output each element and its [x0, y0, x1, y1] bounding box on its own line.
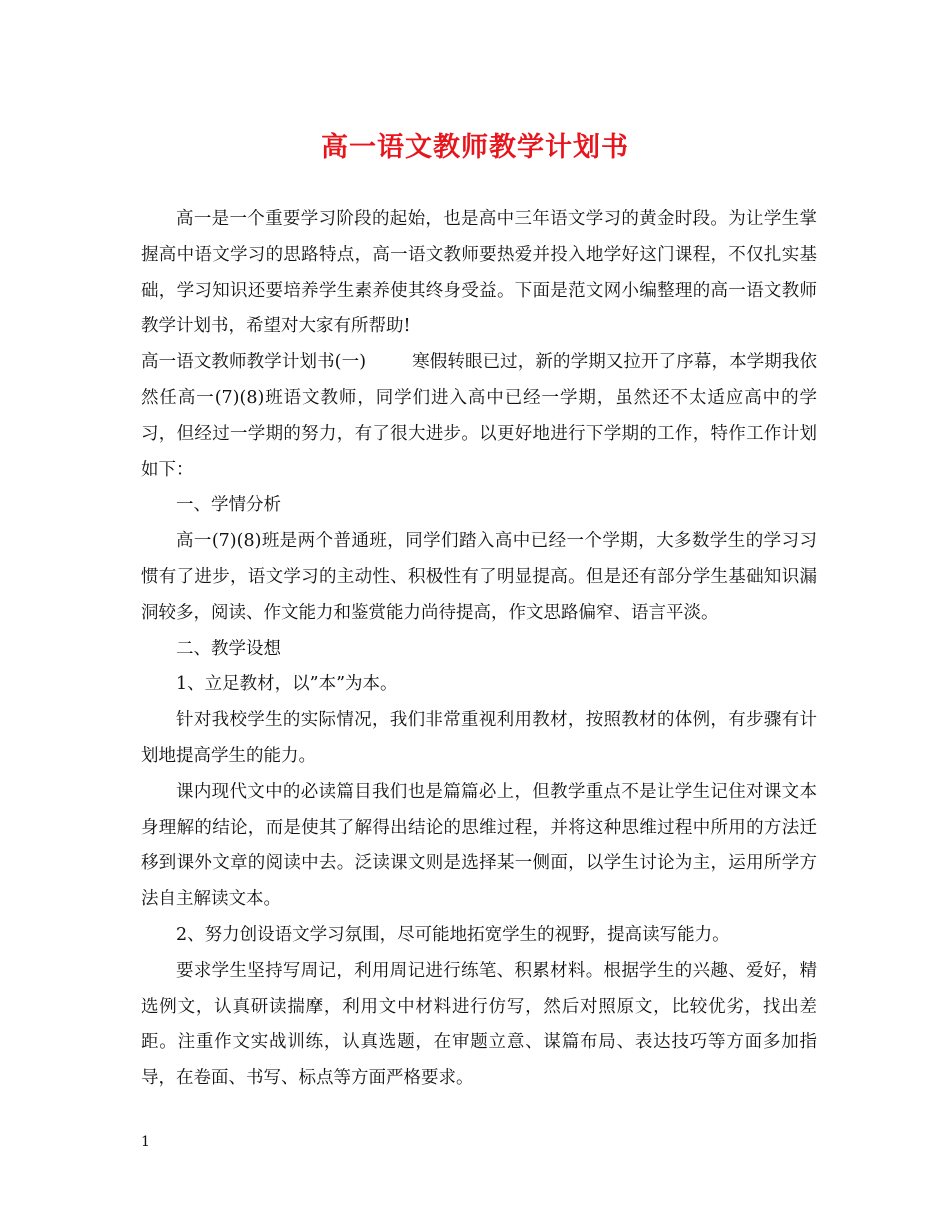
- document-body: [141, 202, 817, 1097]
- document-title: 高一语文教师教学计划书: [321, 132, 629, 163]
- paragraph-writing: 要求学生坚持写周记，利用周记进行练笔、积累材料。根据学生的兴趣、爱好，精选例文，认真研读揣摩，利用文中材料进行仿写，然后对照原文，比较优劣，找出差距。注重作文实战训练，认真选题，在审题立意、谋篇布局、表达技巧等方面多加指导，在卷面、书写、标点等方面严格要求。: [141, 960, 817, 1089]
- paragraph-reading: 课内现代文中的必读篇目我们也是篇篇必上，但教学重点不是让学生记住对课文本身理解的结论，而是使其了解得出结论的思维过程，并将这种思维过程中所用的方法迁移到课外文章的阅读中去。泛读课文则是选择某一侧面，以学生讨论为主，运用所学方法自主解读文本。: [141, 781, 817, 910]
- paragraph-situation: 高一(7)(8)班是两个普通班，同学们踏入高中已经一个学期，大多数学生的学习习惯有了进步，语文学习的主动性、积极性有了明显提高。但是还有部分学生基础知识漏洞较多，阅读、作文能力和鉴赏能力尚待提高，作文思路偏窄、语言平淡。: [141, 531, 817, 623]
- point-one: 1、立足教材，以”本”为本。: [176, 674, 398, 695]
- heading-teaching-plan: 二、教学设想: [176, 638, 281, 659]
- point-two: 2、努力创设语文学习氛围，尽可能地拓宽学生的视野，提高读写能力。: [176, 924, 730, 945]
- section-block: [141, 345, 817, 488]
- section-lead-first: 寒假转眼已过，新的学期又拉开了序幕，本学期: [412, 352, 782, 373]
- heading-situation-analysis: 一、学情分析: [176, 495, 281, 516]
- page-number: 1: [141, 1134, 150, 1150]
- intro-paragraph: 高一是一个重要学习阶段的起始，也是高中三年语文学习的黄金时段。为让学生掌握高中语文学习的思路特点，高一语文教师要热爱并投入地学好这门课程，不仅扎实基础，学习知识还要培养学生素养使其终身受益。下面是范文网小编整理的高一语文教师教学计划书，希望对大家有所帮助!: [141, 209, 817, 337]
- section-lead-rest: 我依然任高一(7)(8)班语文教师，同学们进入高中已经一学期，虽然还不太适应高中的学习，但经过一学期的努力，有了很大进步。以更好地进行下学期的工作，特作工作计划如下：: [141, 352, 818, 480]
- section-lead-line: [141, 352, 782, 372]
- section-title: 高一语文教师教学计划书(一): [141, 352, 367, 373]
- paragraph-textbook: 针对我校学生的实际情况，我们非常重视利用教材，按照教材的体例，有步骤有计划地提高学生的能力。: [141, 710, 817, 766]
